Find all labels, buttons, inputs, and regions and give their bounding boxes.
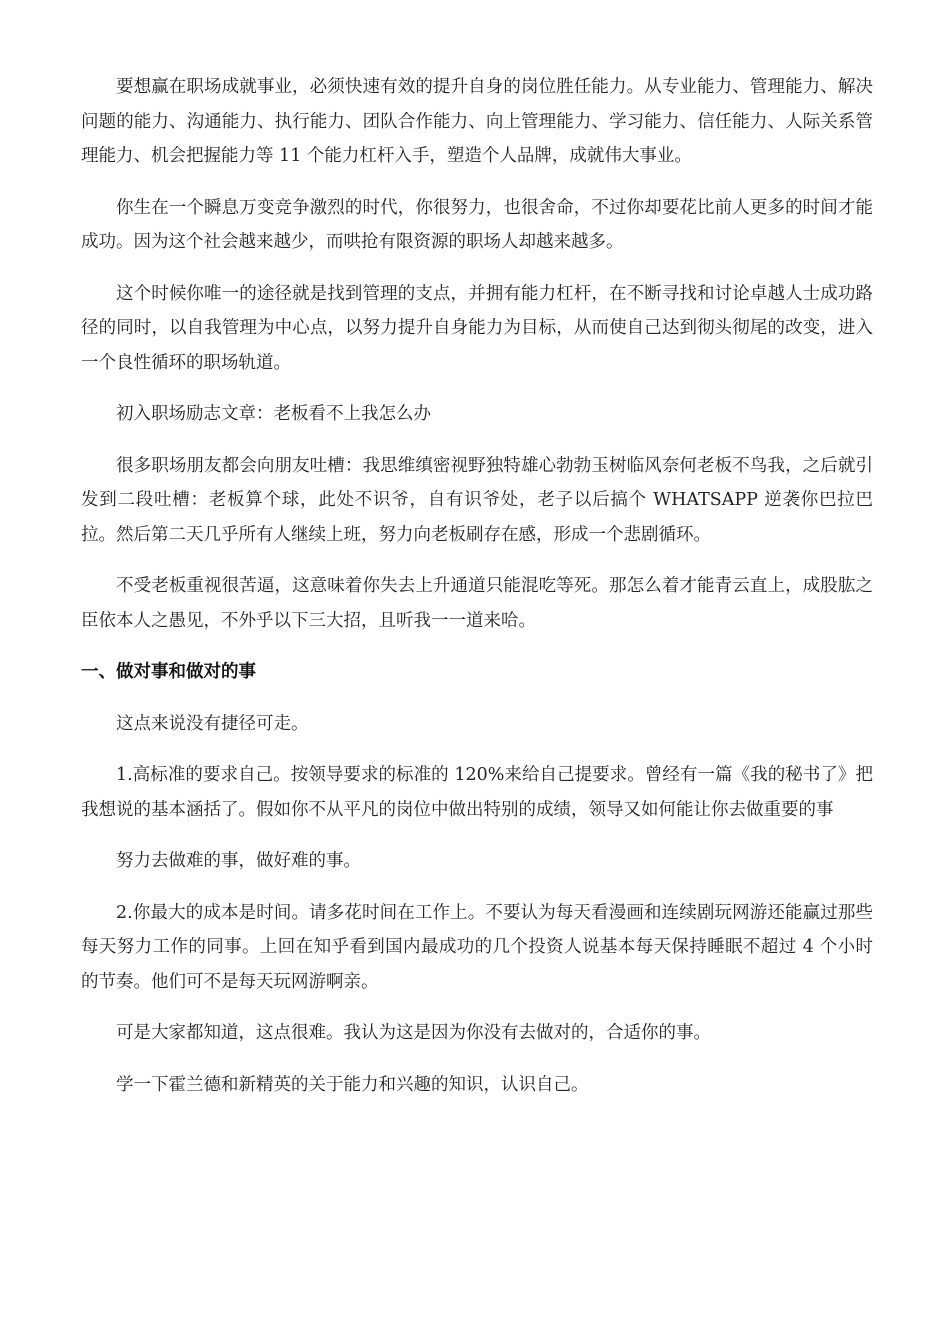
body-paragraph: 学一下霍兰德和新精英的关于能力和兴趣的知识，认识自己。 <box>116 1074 589 1095</box>
body-paragraph: 很多职场朋友都会向朋友吐槽：我思维缜密视野独特雄心勃勃玉树临风奈何老板不鸟我，之后就引发到二段吐槽：老板算个球，此处不识爷，自有识爷处，老子以后搞个 WHATSAPP 逆袭你巴拉巴拉。然后第二天几乎所有人继续上班，努力向老板刷存在感，形成一个悲剧循环。 <box>81 455 873 545</box>
numbered-paragraph: 2.你最大的成本是时间。请多花时间在工作上。不要认为每天看漫画和连续剧玩网游还能赢过那些每天努力工作的同事。上回在知乎看到国内最成功的几个投资人说基本每天保持睡眠不超过 4 个小时的节奏。他们可不是每天玩网游啊亲。 <box>81 902 873 992</box>
numbered-paragraph: 1.高标准的要求自己。按领导要求的标准的 120%来给自己提要求。曾经有一篇《我的秘书了》把我想说的基本涵括了。假如你不从平凡的岗位中做出特别的成绩，领导又如何能让你去做重要的事 <box>81 765 873 820</box>
document-body <box>81 70 873 1119</box>
body-paragraph: 不受老板重视很苦逼，这意味着你失去上升通道只能混吃等死。那怎么着才能青云直上，成股肱之臣依本人之愚见，不外乎以下三大招，且听我一一道来哈。 <box>81 576 873 631</box>
body-paragraph: 努力去做难的事，做好难的事。 <box>116 851 361 871</box>
article-subtitle: 初入职场励志文章：老板看不上我怎么办 <box>116 404 431 424</box>
body-paragraph: 这个时候你唯一的途径就是找到管理的支点，并拥有能力杠杆，在不断寻找和讨论卓越人士成功路径的同时，以自我管理为中心点，以努力提升自身能力为目标，从而使自己达到彻头彻尾的改变，进入一个良性循环的职场轨道。 <box>81 283 873 373</box>
body-paragraph: 这点来说没有捷径可走。 <box>116 713 309 734</box>
body-paragraph: 你生在一个瞬息万变竞争激烈的时代，你很努力，也很舍命，不过你却要花比前人更多的时间才能成功。因为这个社会越来越少，而哄抢有限资源的职场人却越来越多。 <box>81 197 873 252</box>
section-heading: 一、做对事和做对的事 <box>81 662 256 682</box>
body-paragraph: 可是大家都知道，这点很难。我认为这是因为你没有去做对的，合适你的事。 <box>116 1023 711 1043</box>
body-paragraph: 要想赢在职场成就事业，必须快速有效的提升自身的岗位胜任能力。从专业能力、管理能力、解决问题的能力、沟通能力、执行能力、团队合作能力、向上管理能力、学习能力、信任能力、人际关系管理能力、机会把握能力等 11 个能力杠杆入手，塑造个人品牌，成就伟大事业。 <box>81 77 873 166</box>
